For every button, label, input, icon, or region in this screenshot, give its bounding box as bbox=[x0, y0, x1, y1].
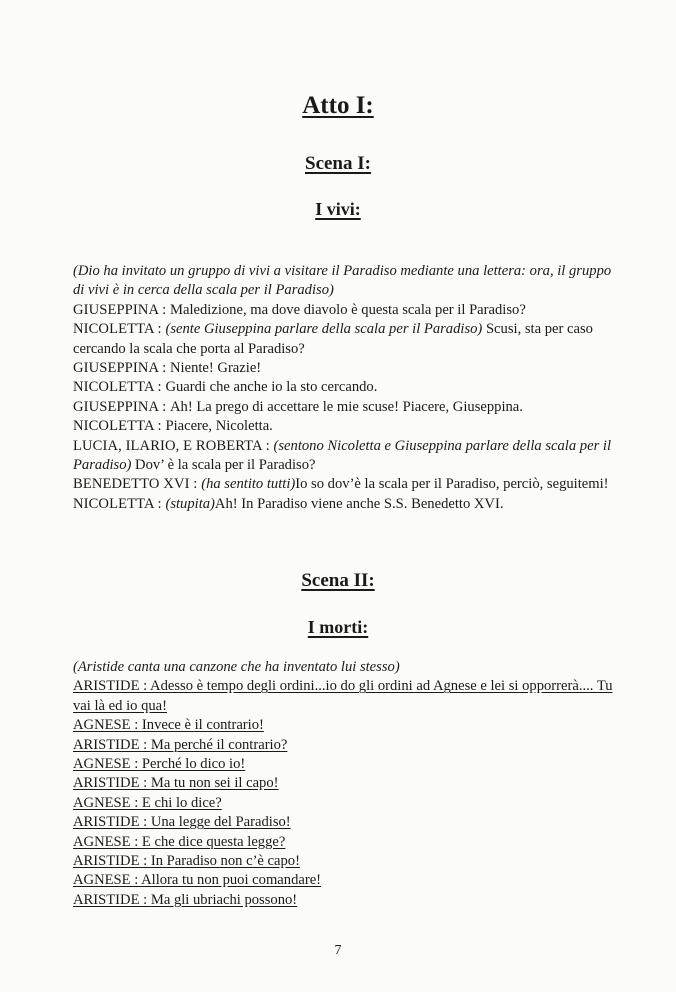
scene-2-subheading: I morti: bbox=[307, 617, 369, 637]
line-text: Ma perché il contrario? bbox=[150, 736, 288, 753]
speaker-name: GIUSEPPINA : bbox=[73, 360, 170, 377]
line-direction: (sente Giuseppina parlare della scala per il Paradiso) bbox=[165, 321, 483, 338]
speaker-name: ARISTIDE : bbox=[73, 736, 151, 753]
line-text: Ah! In Paradiso viene anche S.S. Benedetto XVI. bbox=[214, 495, 504, 512]
line-text: E chi lo dice? bbox=[141, 794, 222, 811]
speaker-name: ARISTIDE : bbox=[73, 814, 151, 831]
line-text: Maledizione, ma dove diavolo è questa scala per il Paradiso? bbox=[170, 301, 526, 318]
scene-2-dialogue bbox=[73, 658, 613, 910]
speaker-name: NICOLETTA : bbox=[73, 379, 166, 396]
act-heading: Atto I: bbox=[302, 92, 374, 119]
line-text: E che dice questa legge? bbox=[141, 833, 286, 850]
dialogue-line bbox=[73, 495, 613, 514]
speaker-name: NICOLETTA : bbox=[73, 495, 166, 512]
line-text: Io so dov’è la scala per il Paradiso, perciò, seguitemi! bbox=[295, 476, 609, 493]
stage-direction: (Dio ha invitato un gruppo di vivi a visitare il Paradiso mediante una lettera: ora, il gruppo di vivi è in cerca della scala per il Paradiso) bbox=[73, 263, 612, 299]
speaker-name: AGNESE : bbox=[73, 756, 142, 773]
line-text: Dov’ è la scala per il Paradiso? bbox=[131, 457, 316, 474]
line-text: Perché lo dico io! bbox=[141, 756, 246, 773]
speaker-name: GIUSEPPINA : bbox=[73, 301, 170, 318]
stage-direction: (Aristide canta una canzone che ha inventato lui stesso) bbox=[73, 659, 400, 675]
scene-1-subheading: I vivi: bbox=[315, 199, 361, 219]
line-text: Ma gli ubriachi possono! bbox=[150, 891, 298, 908]
dialogue-line bbox=[73, 475, 613, 494]
line-direction: (stupita) bbox=[165, 495, 215, 512]
line-text: Scusi, sta per caso cercando la scala che porta al Paradiso? bbox=[73, 321, 593, 357]
line-text: Una legge del Paradiso! bbox=[150, 814, 291, 831]
dialogue-line bbox=[73, 736, 613, 755]
dialogue-line bbox=[73, 378, 613, 397]
speaker-name: ARISTIDE : bbox=[73, 678, 151, 695]
dialogue-line bbox=[73, 891, 613, 910]
dialogue-line bbox=[73, 320, 613, 359]
page-number: 7 bbox=[334, 943, 342, 958]
line-direction: (sentono Nicoletta e Giuseppina parlare della scala per il Paradiso) bbox=[73, 437, 612, 474]
line-direction: (ha sentito tutti) bbox=[201, 476, 296, 493]
dialogue-line bbox=[73, 774, 613, 793]
dialogue-line bbox=[73, 871, 613, 890]
speaker-name: ARISTIDE : bbox=[73, 853, 151, 870]
line-text: Guardi che anche io la sto cercando. bbox=[165, 379, 378, 396]
scene-1-heading: Scena I: bbox=[305, 153, 371, 174]
scene-2-heading: Scena II: bbox=[301, 570, 375, 591]
speaker-name: ARISTIDE : bbox=[73, 891, 151, 908]
line-text: Invece è il contrario! bbox=[141, 717, 264, 734]
speaker-name: GIUSEPPINA : bbox=[73, 398, 170, 415]
line-text: Ah! La prego di accettare le mie scuse! Piacere, Giuseppina. bbox=[170, 398, 523, 415]
dialogue-line bbox=[73, 677, 613, 716]
dialogue-line bbox=[73, 755, 613, 774]
speaker-name: AGNESE : bbox=[73, 717, 142, 734]
line-text: Adesso è tempo degli ordini...io do gli ordini ad Agnese e lei si opporrerà.... Tu vai là ed io qua! bbox=[73, 678, 613, 714]
dialogue-line bbox=[73, 794, 613, 813]
line-text: Allora tu non puoi comandare! bbox=[141, 872, 322, 889]
line-text: Ma tu non sei il capo! bbox=[150, 775, 279, 792]
dialogue-line bbox=[73, 437, 613, 476]
line-text: Niente! Grazie! bbox=[170, 360, 262, 377]
speaker-name: NICOLETTA : bbox=[73, 418, 166, 435]
speaker-name: NICOLETTA : bbox=[73, 321, 166, 338]
dialogue-line bbox=[73, 417, 613, 436]
dialogue-line bbox=[73, 813, 613, 832]
dialogue-line bbox=[73, 852, 613, 871]
speaker-name: AGNESE : bbox=[73, 794, 142, 811]
dialogue-line bbox=[73, 398, 613, 417]
speaker-name: BENEDETTO XVI : bbox=[73, 476, 202, 493]
line-text: In Paradiso non c’è capo! bbox=[150, 853, 300, 870]
speaker-name: AGNESE : bbox=[73, 833, 142, 850]
dialogue-line bbox=[73, 716, 613, 735]
line-text: Piacere, Nicoletta. bbox=[165, 418, 273, 435]
dialogue-line bbox=[73, 301, 613, 320]
speaker-name: ARISTIDE : bbox=[73, 775, 151, 792]
speaker-name: LUCIA, ILARIO, E ROBERTA : bbox=[73, 437, 274, 454]
dialogue-line bbox=[73, 359, 613, 378]
scene-1-dialogue bbox=[73, 262, 613, 514]
speaker-name: AGNESE : bbox=[73, 872, 142, 889]
dialogue-line bbox=[73, 833, 613, 852]
